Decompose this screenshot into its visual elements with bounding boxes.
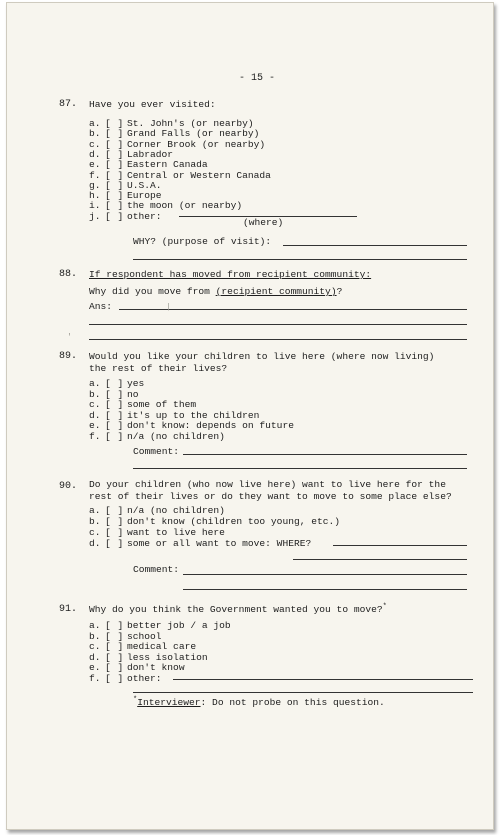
option-letter: c. — [89, 641, 101, 653]
option-checkbox[interactable]: [ ] — [105, 138, 124, 150]
option-letter: b. — [89, 516, 101, 527]
option-letter: f. — [89, 673, 101, 684]
why-label: WHY? (purpose of visit): — [133, 236, 272, 247]
option-label: better job / a job — [127, 620, 231, 631]
stray-mark: ' — [67, 333, 72, 342]
comment-line-2 — [183, 589, 467, 590]
question-number: 91. — [59, 604, 78, 615]
option-letter: e. — [89, 662, 101, 674]
questionnaire-page — [6, 2, 494, 830]
option-letter: i. — [89, 200, 101, 212]
option-letter: b. — [89, 388, 101, 400]
option-checkbox[interactable]: [ ] — [105, 388, 124, 400]
answer-line-2 — [89, 324, 467, 325]
option-checkbox[interactable]: [ ] — [105, 148, 124, 160]
option-label: don't know (children too young, etc.) — [127, 516, 341, 527]
option-checkbox[interactable]: [ ] — [105, 409, 124, 421]
why-answer-line-2 — [133, 259, 467, 260]
option-label: school — [127, 630, 162, 642]
option-checkbox[interactable]: [ ] — [105, 190, 124, 202]
option-checkbox[interactable]: [ ] — [105, 516, 124, 527]
option-label: yes — [127, 378, 145, 389]
answer-line-1 — [119, 309, 467, 310]
footnote-asterisk: * — [133, 696, 138, 704]
option-checkbox[interactable]: [ ] — [105, 420, 124, 431]
option-checkbox[interactable]: [ ] — [105, 179, 124, 191]
question-text-line-1: Do your children (who now live here) want to live here for the — [89, 479, 446, 490]
other-answer-line-2 — [133, 692, 473, 693]
footnote-label: Interviewer — [137, 697, 201, 708]
question-text-line-1: Would you like your children to live here (where now living) — [89, 351, 435, 362]
option-label: no — [127, 388, 139, 400]
option-letter: a. — [89, 620, 101, 631]
question-text-line-2: rest of their lives or do they want to move to some place else? — [89, 491, 452, 502]
option-letter: e. — [89, 420, 101, 431]
where-answer-line — [333, 545, 467, 546]
option-letter: b. — [89, 128, 101, 140]
option-letter: d. — [89, 409, 101, 421]
question-prefix: Why did you move from — [89, 286, 216, 297]
option-row[interactable] — [89, 539, 311, 550]
option-letter: c. — [89, 527, 101, 538]
option-checkbox[interactable]: [ ] — [105, 620, 124, 631]
option-label: other: — [127, 673, 162, 684]
option-checkbox[interactable]: [ ] — [105, 169, 124, 181]
condition-text: If respondent has moved from recipient community: — [89, 269, 372, 280]
option-checkbox[interactable]: [ ] — [105, 159, 124, 171]
option-label: medical care — [127, 641, 197, 653]
option-checkbox[interactable]: [ ] — [105, 505, 124, 516]
question-text-main: Why do you think the Government wanted you to move? — [89, 604, 383, 615]
comment-line-1 — [183, 454, 467, 455]
option-row[interactable] — [89, 528, 225, 539]
where-answer-line-2 — [293, 559, 467, 560]
option-letter: d. — [89, 148, 101, 160]
comment-label: Comment: — [133, 446, 180, 457]
comment-line-2 — [133, 468, 467, 469]
question-text — [89, 604, 387, 617]
option-checkbox[interactable]: [ ] — [105, 399, 124, 410]
option-checkbox[interactable]: [ ] — [105, 118, 124, 129]
other-answer-line — [173, 679, 473, 680]
option-letter: c. — [89, 399, 101, 410]
option-checkbox[interactable]: [ ] — [105, 527, 124, 538]
option-checkbox[interactable]: [ ] — [105, 662, 124, 674]
option-label: don't know: depends on future — [127, 420, 294, 431]
option-row[interactable] — [89, 432, 225, 443]
option-label: n/a (no children) — [127, 505, 225, 516]
option-label: don't know — [127, 662, 185, 674]
option-row[interactable] — [89, 517, 340, 528]
option-checkbox[interactable]: [ ] — [105, 673, 124, 684]
option-letter: f. — [89, 430, 101, 442]
stray-mark: | — [166, 303, 171, 312]
comment-line-1 — [183, 574, 467, 575]
question-number: 89. — [59, 351, 78, 362]
option-label: it's up to the children — [127, 409, 260, 421]
answer-label: Ans: — [89, 301, 113, 312]
option-checkbox[interactable]: [ ] — [105, 200, 124, 212]
option-letter: a. — [89, 505, 101, 516]
option-letter: g. — [89, 179, 101, 191]
answer-line-3 — [89, 339, 467, 340]
question-number: 87. — [59, 99, 78, 110]
option-label: St. John's (or nearby) — [127, 118, 254, 129]
option-letter: j. — [89, 210, 101, 222]
recipient-community-placeholder: (recipient community) — [215, 286, 337, 297]
option-checkbox[interactable]: [ ] — [105, 210, 124, 222]
option-label: other: — [127, 210, 162, 222]
page-number: - 15 - — [239, 73, 276, 84]
option-label: Central or Western Canada — [127, 169, 271, 181]
option-checkbox[interactable]: [ ] — [105, 538, 124, 549]
question-suffix: ? — [336, 286, 343, 297]
why-answer-line — [283, 245, 467, 246]
option-letter: d. — [89, 651, 101, 663]
question-text-line-2: the rest of their lives? — [89, 363, 228, 374]
option-checkbox[interactable]: [ ] — [105, 378, 124, 389]
option-label: some of them — [127, 399, 197, 410]
option-label: Corner Brook (or nearby) — [127, 138, 266, 150]
option-letter: d. — [89, 538, 101, 549]
option-checkbox[interactable]: [ ] — [105, 651, 124, 663]
question-number: 88. — [59, 269, 78, 280]
option-row[interactable] — [89, 674, 162, 685]
option-row[interactable] — [89, 212, 162, 223]
question-number: 90. — [59, 481, 78, 492]
option-letter: a. — [89, 118, 101, 129]
option-letter: b. — [89, 630, 101, 642]
asterisk: * — [382, 603, 387, 611]
interviewer-footnote — [133, 697, 385, 710]
option-letter: h. — [89, 190, 101, 202]
option-letter: a. — [89, 378, 101, 389]
option-row[interactable] — [89, 506, 225, 517]
option-label: Europe — [127, 190, 162, 202]
comment-label: Comment: — [133, 564, 180, 575]
question-text: Have you ever visited: — [89, 99, 216, 110]
question-text — [89, 286, 342, 297]
footnote-text: : Do not probe on this question. — [200, 697, 385, 708]
option-label: Labrador — [127, 148, 174, 160]
option-letter: e. — [89, 159, 101, 171]
option-label: U.S.A. — [127, 179, 162, 191]
option-checkbox[interactable]: [ ] — [105, 128, 124, 140]
option-label: some or all want to move: WHERE? — [127, 538, 312, 549]
option-letter: c. — [89, 138, 101, 150]
option-label: Eastern Canada — [127, 159, 208, 171]
option-checkbox[interactable]: [ ] — [105, 630, 124, 642]
option-checkbox[interactable]: [ ] — [105, 641, 124, 653]
where-label: (where) — [243, 217, 284, 228]
option-label: less isolation — [127, 651, 208, 663]
option-checkbox[interactable]: [ ] — [105, 430, 124, 442]
option-label: the moon (or nearby) — [127, 200, 243, 212]
option-letter: f. — [89, 169, 101, 181]
option-label: n/a (no children) — [127, 430, 225, 442]
option-label: want to live here — [127, 527, 225, 538]
option-label: Grand Falls (or nearby) — [127, 128, 260, 140]
